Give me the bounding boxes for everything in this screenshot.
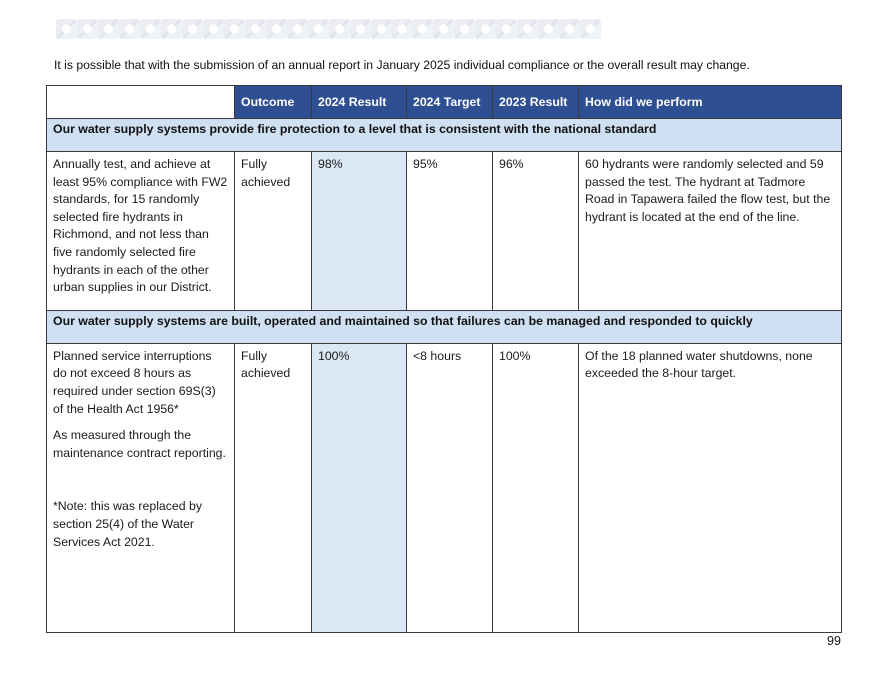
performance-cell: 60 hydrants were randomly selected and 59 passed the test. The hydrant at Tadmore Road in Tapawera failed the flow test, but the hydrant is located at the end of the line. (579, 152, 842, 311)
target-2024-cell: 95% (407, 152, 493, 311)
measure-text: As measured through the maintenance contract reporting. (53, 428, 226, 460)
page-number: 99 (827, 634, 841, 648)
section-title: Our water supply systems are built, operated and maintained so that failures can be managed and responded to quickly (47, 310, 842, 343)
header-outcome: Outcome (235, 86, 312, 119)
target-2024-cell: <8 hours (407, 343, 493, 632)
measure-note: *Note: this was replaced by section 25(4) of the Water Services Act 2021. (53, 499, 203, 549)
table-row (47, 152, 842, 311)
table-header-row (47, 86, 842, 119)
decorative-banner (56, 14, 601, 44)
result-2023-cell: 96% (493, 152, 579, 311)
header-2024-result: 2024 Result (312, 86, 407, 119)
section-row-failures (47, 310, 842, 343)
section-row-fire-protection (47, 119, 842, 152)
measure-cell (47, 343, 235, 632)
table-row (47, 343, 842, 632)
measure-text: Annually test, and achieve at least 95% compliance with FW2 standards, for 15 randomly selected fire hydrants in Richmond, and not less than five randomly selected fire hydrants in each of the other urban supplies in our District. (53, 157, 228, 295)
outcome-cell: Fully achieved (235, 152, 312, 311)
header-2023-result: 2023 Result (493, 86, 579, 119)
section-title: Our water supply systems provide fire protection to a level that is consistent with the national standard (47, 119, 842, 152)
header-2024-target: 2024 Target (407, 86, 493, 119)
header-performance: How did we perform (579, 86, 842, 119)
measure-cell (47, 152, 235, 311)
result-2023-cell: 100% (493, 343, 579, 632)
performance-cell: Of the 18 planned water shutdowns, none exceeded the 8-hour target. (579, 343, 842, 632)
result-2024-cell: 100% (312, 343, 407, 632)
intro-text: It is possible that with the submission of an annual report in January 2025 individual compliance or the overall result may change. (54, 58, 750, 72)
result-2024-cell: 98% (312, 152, 407, 311)
header-blank (47, 86, 235, 119)
outcome-cell: Fully achieved (235, 343, 312, 632)
measure-text: Planned service interruptions do not exceed 8 hours as required under section 69S(3) of the Health Act 1956* (53, 348, 216, 416)
performance-table (46, 85, 842, 633)
